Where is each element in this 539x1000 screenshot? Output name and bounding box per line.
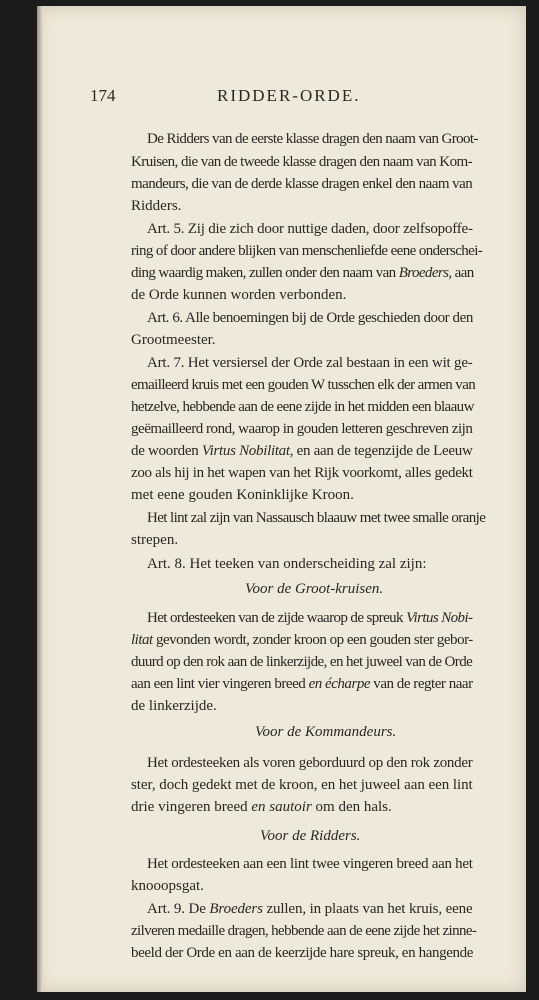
text-line: Art. 8. Het teeken van onderscheiding zal zijn: [147, 556, 427, 572]
text-line: de woorden Virtus Nobilitat, en aan de tegenzijde de Leeuw [131, 443, 473, 459]
text-line: Het ordesteeken aan een lint twee vingeren breed aan het [147, 856, 473, 872]
text-line: met eene gouden Koninklijke Kroon. [131, 487, 354, 503]
section-heading: Voor de Ridders. [260, 828, 361, 844]
text-line: aan een lint vier vingeren breed en écharpe van de regter naar [131, 676, 473, 692]
text-line: Het ordesteeken van de zijde waarop de spreuk Virtus Nobi- [147, 610, 473, 626]
text-line: zilveren medaille dragen, hebbende aan de eene zijde het zinne- [131, 923, 477, 939]
text-line: Het ordesteeken als voren geborduurd op den rok zonder [147, 755, 473, 771]
section-heading: Voor de Groot-kruisen. [245, 581, 384, 597]
text-line: duurd op den rok aan de linkerzijde, en het juweel van de Orde [131, 654, 473, 670]
page-number: 174 [90, 86, 116, 105]
text-line: zoo als hij in het wapen van het Rijk voorkomt, alles gedekt [131, 465, 473, 481]
text-line: knooopsgat. [131, 878, 204, 894]
text-line: Kruisen, die van de tweede klasse dragen den naam van Kom- [131, 154, 473, 170]
running-title: RIDDER-ORDE. [217, 86, 361, 105]
text-line: Art. 7. Het versiersel der Orde zal bestaan in een wit ge- [147, 355, 473, 371]
text-line: emailleerd kruis met een gouden W tusschen elk der armen van [131, 377, 476, 393]
text-line: Grootmeester. [131, 332, 216, 348]
text-line: mandeurs, die van de derde klasse dragen enkel den naam van [131, 176, 473, 192]
text-line: ster, doch gedekt met de kroon, en het juweel aan een lint [131, 777, 473, 793]
text-line: strepen. [131, 532, 179, 548]
text-line: Art. 5. Zij die zich door nuttige daden, door zelfsopoffe- [147, 221, 473, 237]
text-line: de Orde kunnen worden verbonden. [131, 287, 347, 303]
text-line: drie vingeren breed en sautoir om den hals. [131, 799, 392, 815]
text-line: ding waardig maken, zullen onder den naam van Broeders, aan [131, 265, 474, 281]
text-line: Het lint zal zijn van Nassausch blaauw met twee smalle oranje [147, 510, 486, 526]
text-line: de linkerzijde. [131, 698, 217, 714]
text-line: De Ridders van de eerste klasse dragen den naam van Groot- [147, 131, 478, 147]
text-line: Art. 9. De Broeders zullen, in plaats van het kruis, eene [147, 901, 473, 917]
page-gutter-shadow [37, 6, 43, 992]
text-line: ring of door andere blijken van menschenliefde eene onderschei- [131, 243, 483, 259]
text-line: beeld der Orde en aan de keerzijde hare spreuk, en hangende [131, 945, 474, 961]
text-line: hetzelve, hebbende aan de eene zijde in het midden een blaauw [131, 399, 474, 415]
text-line: litat gevonden wordt, zonder kroon op een gouden ster gebor- [131, 632, 473, 648]
section-heading: Voor de Kommandeurs. [255, 724, 397, 740]
text-line: geëmailleerd rond, waarop in gouden letteren geschreven zijn [131, 421, 473, 437]
text-line: Art. 6. Alle benoemingen bij de Orde geschieden door den [147, 310, 473, 326]
text-line: Ridders. [131, 198, 182, 214]
